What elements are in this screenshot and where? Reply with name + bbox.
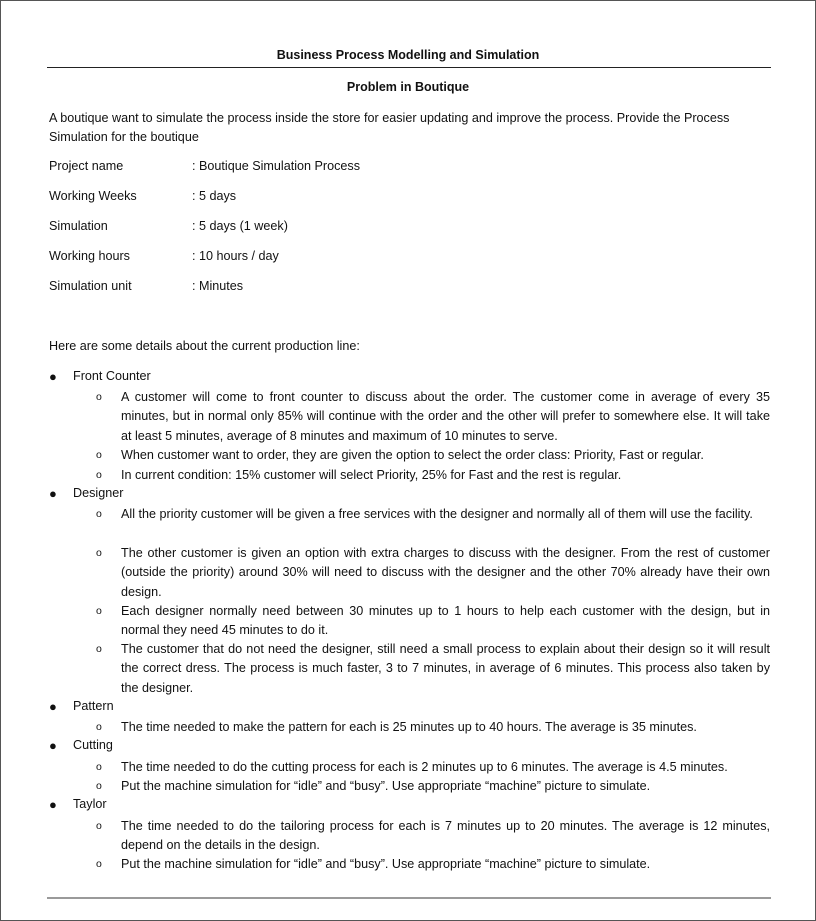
list-item-text: All the priority customer will be given a free services with the designer and normally all of them will use the facility.: [121, 507, 753, 521]
bullet-icon: ●: [49, 486, 57, 501]
project-key: Simulation: [49, 219, 108, 233]
section-label: Cutting: [73, 738, 113, 752]
list-item-text: The time needed to do the cutting process for each is 2 minutes up to 6 minutes. The average is 4.5 minutes.: [121, 760, 728, 774]
list-item-text: The time needed to do the tailoring process for each is 7 minutes up to 20 minutes. The average is 12 minutes, depend on the details in the design.: [121, 819, 770, 853]
document-subtitle: Problem in Boutique: [346, 80, 470, 94]
section-label: Pattern: [73, 699, 114, 713]
section-label: Taylor: [73, 797, 107, 811]
bullet-icon: ●: [49, 738, 57, 753]
sub-bullet-icon: o: [96, 820, 102, 832]
bullet-icon: ●: [49, 797, 57, 812]
bullet-icon: ●: [49, 369, 57, 384]
header-rule: [47, 67, 771, 68]
project-key: Working Weeks: [49, 189, 137, 203]
project-key: Project name: [49, 159, 124, 173]
section-label: Front Counter: [73, 369, 151, 383]
list-item-text: Put the machine simulation for “idle” and “busy”. Use appropriate “machine” picture to simulate.: [121, 779, 651, 793]
sub-bullet-icon: o: [96, 643, 102, 655]
project-value: : 5 days (1 week): [192, 219, 288, 233]
document-title: Business Process Modelling and Simulation: [276, 48, 540, 62]
list-item-text: Put the machine simulation for “idle” and “busy”. Use appropriate “machine” picture to simulate.: [121, 857, 651, 871]
intro-paragraph: A boutique want to simulate the process inside the store for easier updating and improve the process. Provide the Process Simulation for the boutique: [49, 111, 730, 144]
sub-bullet-icon: o: [96, 605, 102, 617]
project-value: : 5 days: [192, 189, 237, 203]
list-item-text: The other customer is given an option with extra charges to discuss with the designer. From the rest of customer (outside the priority) around 30% will need to discuss with the designer and the other 70% already have their own design.: [121, 546, 770, 599]
sub-bullet-icon: o: [96, 449, 102, 461]
bullet-icon: ●: [49, 699, 57, 714]
footer-rule: [47, 897, 771, 899]
sub-bullet-icon: o: [96, 508, 102, 520]
project-value: : Minutes: [192, 279, 244, 293]
project-value: : Boutique Simulation Process: [192, 159, 361, 173]
list-item-text: The time needed to make the pattern for each is 25 minutes up to 40 hours. The average is 35 minutes.: [121, 720, 697, 734]
list-item-text: Each designer normally need between 30 minutes up to 1 hours to help each customer with the design, but in normal they need 45 minutes to do it.: [121, 604, 770, 638]
list-item-text: The customer that do not need the designer, still need a small process to explain about their design so it will result the correct dress. The process is much faster, 3 to 7 minutes, in average of 6 minutes. This process also taken by the designer.: [121, 642, 770, 695]
sub-bullet-icon: o: [96, 547, 102, 559]
sub-bullet-icon: o: [96, 780, 102, 792]
list-item-text: A customer will come to front counter to discuss about the order. The customer come in average of every 35 minutes, but in normal only 85% will continue with the order and the other will prefer to somewhere else. It will take at least 5 minutes, average of 8 minutes and maximum of 10 minutes to serve.: [121, 390, 770, 443]
details-lead: Here are some details about the current production line:: [49, 339, 360, 353]
list-item-text: In current condition: 15% customer will select Priority, 25% for Fast and the rest is regular.: [121, 468, 622, 482]
sub-bullet-icon: o: [96, 469, 102, 481]
sub-bullet-icon: o: [96, 858, 102, 870]
sub-bullet-icon: o: [96, 391, 102, 403]
project-value: : 10 hours / day: [192, 249, 279, 263]
project-key: Simulation unit: [49, 279, 132, 293]
list-item-text: When customer want to order, they are given the option to select the order class: Priority, Fast or regular.: [121, 448, 704, 462]
section-label: Designer: [73, 486, 124, 500]
project-key: Working hours: [49, 249, 130, 263]
sub-bullet-icon: o: [96, 761, 102, 773]
sub-bullet-icon: o: [96, 721, 102, 733]
